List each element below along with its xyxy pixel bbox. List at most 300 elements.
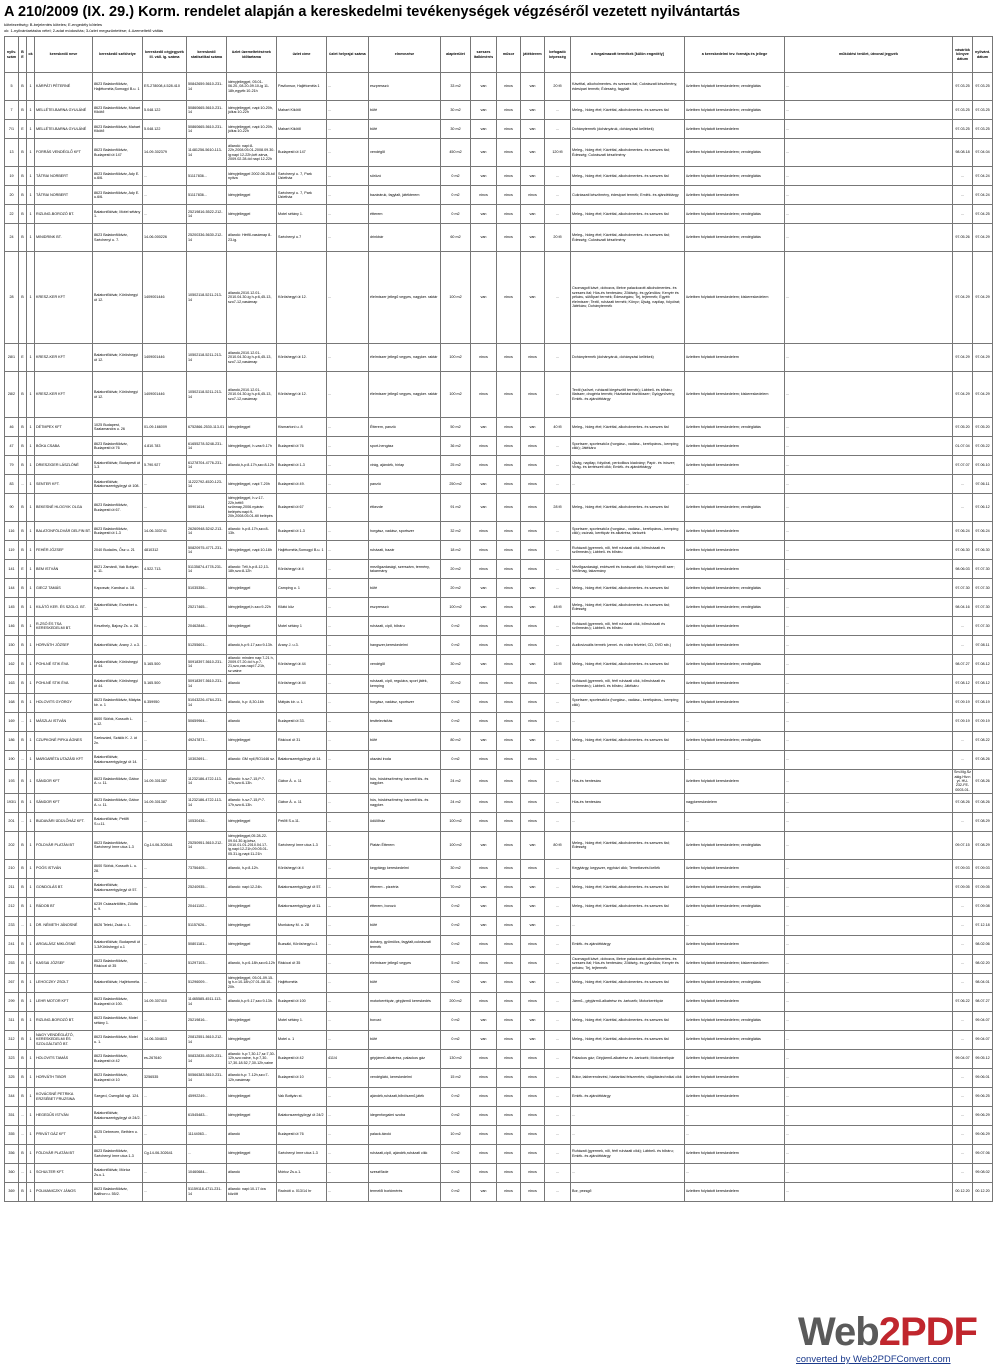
table-cell: 97.04.25 (973, 205, 993, 224)
table-cell: nincs (497, 541, 521, 560)
table-cell: 11144063... (187, 1125, 227, 1144)
table-cell: idényjelleggel (227, 186, 277, 205)
table-cell: van (471, 73, 497, 101)
table-cell: 241 (5, 935, 19, 954)
table-cell: ... (953, 1144, 973, 1163)
table-cell: ... (953, 617, 973, 636)
table-row (5, 812, 993, 831)
table-cell: ... (785, 878, 953, 897)
table-row (5, 1049, 993, 1068)
table-cell: 98.08.18 (953, 139, 973, 167)
table-cell: 20 m2 (441, 579, 471, 598)
table-cell: 1 (27, 437, 35, 456)
table-cell: üzletben folytatott kereskedelem; vendéglátás (685, 73, 785, 101)
table-cell: Köröshegyi út 44 (277, 674, 327, 693)
table-cell: ... (143, 636, 187, 655)
table-cell: Budapesti út 100 (277, 992, 327, 1011)
table-cell: ... (327, 1087, 369, 1106)
table-cell: ... (571, 1125, 685, 1144)
table-cell: bazáráruk, fagylalt, játékterem (369, 186, 441, 205)
page-title: A 210/2009 (IX. 29.) Korm. rendelet alapján a kereskedelmi tevékenységek végzéséről vezetett nyilvántartás (4, 4, 741, 20)
converted-by-link[interactable]: converted by Web2PDFConvert.com (796, 1354, 951, 1365)
table-cell: ... (785, 617, 953, 636)
table-cell: üzletben folytatott kereskedelem (685, 769, 785, 793)
table-cell: 1 (27, 224, 35, 252)
table-cell: ... (953, 167, 973, 186)
table-cell: 0 m2 (441, 636, 471, 655)
table-cell: 61278704-4776-231-14 (187, 456, 227, 475)
table-cell: 97.07.07 (953, 456, 973, 475)
table-cell: LEHOCZKY ZSOLT (35, 973, 93, 992)
table-cell: 25219816... (187, 1011, 227, 1030)
table-cell: B (19, 541, 27, 560)
table-cell: van (471, 831, 497, 859)
table-cell: 116 (5, 522, 19, 541)
table-cell: ... (327, 954, 369, 973)
table-cell: Cg.14-06-302641 (143, 831, 187, 859)
table-cell: 1 (27, 475, 35, 494)
table-cell: ... (545, 1163, 571, 1182)
table-cell: 8600 Siófok, Kossuth L. u. 28. (93, 859, 143, 878)
table-cell: ... (685, 712, 785, 731)
table-cell: Meleg-, hideg étel; Kávéital, alkoholmentes- és szeszes ital; Édesség; Cukrászati készítmény (571, 139, 685, 167)
table-cell: 98.07.27 (953, 655, 973, 675)
table-cell: nincs (497, 1068, 521, 1087)
table-cell: ... (545, 674, 571, 693)
table-cell: 7/1 (5, 120, 19, 139)
table-cell: ... (785, 1106, 953, 1125)
table-cell: Balatonföldvár, Hajlétoméla. (93, 973, 143, 992)
table-cell: büfé (369, 973, 441, 992)
table-cell: nincs (497, 186, 521, 205)
table-cell: 20 fő (545, 73, 571, 101)
table-cell: nincs (497, 992, 521, 1011)
table-cell: nincs (497, 456, 521, 475)
table-cell: BUDAVÁRI ÜDÜLŐHÁZ KFT. (35, 812, 93, 831)
table-cell: Kismartoni u. 8 (277, 418, 327, 437)
table-row (5, 712, 993, 731)
table-cell: Vak Bottyán st. (277, 1087, 327, 1106)
table-cell: Sportszer, sporteszköz (horgász-, vadász-, kerékpáros-, kemping cikk) (571, 693, 685, 712)
table-cell: ... (785, 372, 953, 418)
table-cell: 163 (5, 674, 19, 693)
table-cell: ... (785, 579, 953, 598)
table-cell: BEM ISTVÁN (35, 560, 93, 579)
table-cell: 50842659-5610-231-14 (187, 73, 227, 101)
table-cell: 97.04.29 (953, 372, 973, 418)
table-cell: 3256535 (143, 1068, 187, 1087)
table-cell: 0 m2 (441, 1087, 471, 1106)
table-cell: nincs (497, 750, 521, 769)
table-cell: ... (685, 916, 785, 935)
table-cell: 97.09.03 (953, 859, 973, 878)
table-cell: idényjelleggel (227, 1144, 277, 1163)
table-cell: ... (143, 897, 187, 916)
table-cell: 168 (5, 693, 19, 712)
table-cell: Újság, napilap, folyóirat, periodikus kiadvány; Papír- és írószer; Virág- és kertészeti cikk; Emlék- és ajándéktárgy (571, 456, 685, 475)
table-cell: 97.07.30 (973, 617, 993, 636)
table-cell: B (19, 598, 27, 617)
table-cell: 97.08.29 (973, 831, 993, 859)
table-cell: 10460684... (187, 1163, 227, 1182)
table-cell: ... (327, 224, 369, 252)
table-cell: nincs (471, 1125, 497, 1144)
table-cell: ... (327, 973, 369, 992)
table-cell: GIECZ TAMÁS (35, 579, 93, 598)
table-cell: ... (785, 418, 953, 437)
table-cell: 4025 Debrecen, Bethlen u. 5. (93, 1125, 143, 1144)
table-cell: ... (785, 344, 953, 372)
table-cell: 97.09.03 (973, 859, 993, 878)
table-cell: 30 m2 (441, 120, 471, 139)
table-cell: 97.07.30 (953, 579, 973, 598)
table-cell: Jármű-, gépjármű-alkatrész és -tartozék; Motorkerékpár (571, 992, 685, 1011)
table-cell: 0 m2 (441, 167, 471, 186)
table-cell: nincs (471, 812, 497, 831)
table-cell: ... (785, 812, 953, 831)
table-cell: B (19, 878, 27, 897)
table-cell: 51035356... (187, 579, 227, 598)
table-cell: 0 m2 (441, 186, 471, 205)
table-cell: szeszfőzde (369, 1163, 441, 1182)
table-cell: 51297103... (187, 954, 227, 973)
table-row (5, 973, 993, 992)
logo-text-web: Web (798, 1310, 879, 1354)
table-cell: 60 m2 (441, 224, 471, 252)
table-cell: üzletben folytatott kereskedelem; vendéglátás (685, 598, 785, 617)
table-cell: 1 (27, 186, 35, 205)
table-cell: B (19, 1011, 27, 1030)
table-cell: 30 m2 (441, 101, 471, 120)
table-cell: B (19, 954, 27, 973)
table-cell: 8623 Balatonföldvár, Széchenyi Imre utca 1-3 (93, 1144, 143, 1163)
table-cell: Mahart Kikötő (277, 101, 327, 120)
table-cell: ... (19, 1106, 27, 1125)
table-cell: Köröshegyi út 12. (277, 344, 327, 372)
table-cell: Balatonföldvár, Köröshegyi út 44. (93, 655, 143, 675)
table-cell: B (19, 73, 27, 101)
table-cell: nincs (497, 793, 521, 812)
table-cell: 4.522.713. (143, 560, 187, 579)
table-cell: 1 (27, 897, 35, 916)
table-cell: nagykereskedelem (685, 793, 785, 812)
table-cell: van (471, 205, 497, 224)
table-cell: 120 fő (545, 139, 571, 167)
table-cell: 344 (5, 1087, 19, 1106)
table-cell: 250 m2 (441, 475, 471, 494)
table-cell: 1 (27, 1144, 35, 1163)
table-cell: MELLÉTEI-BARNA GYULÁNÉ (35, 120, 93, 139)
table-cell: ... (545, 541, 571, 560)
table-cell: Budapesti út 76 (277, 1125, 327, 1144)
table-cell: 50801181... (187, 935, 227, 954)
table-cell: Motel u. 1 (277, 1030, 327, 1049)
table-cell: nincs (497, 252, 521, 344)
table-cell: B (19, 769, 27, 793)
table-cell: állandó (227, 712, 277, 731)
table-cell: B (19, 655, 27, 675)
table-cell: ... (545, 812, 571, 831)
table-cell: 100 m2 (441, 252, 471, 344)
table-cell: 99.08.02 (973, 1163, 993, 1182)
table-cell: hús, húskészítmény, baromfi kis- és nagyker. (369, 793, 441, 812)
table-cell: 8623 Balatonföldvár, Budapesti út 42 (93, 1049, 143, 1068)
table-cell: 1 (27, 859, 35, 878)
table-cell: ... (19, 1163, 27, 1182)
table-cell: ... (545, 372, 571, 418)
table-cell: ... (327, 636, 369, 655)
table-cell: palack-tároló (369, 1125, 441, 1144)
table-cell: 97.08.11 (973, 636, 993, 655)
table-cell: ... (327, 344, 369, 372)
table-cell: 253 (5, 954, 19, 973)
table-cell: büfé (369, 120, 441, 139)
table-cell: ... (953, 973, 973, 992)
table-cell: Balatonföldvár, Balatonszentgyörgyi út 108. (93, 475, 143, 494)
table-cell: 8623 Balatonföldvár, Mátyás kir. u. 1 (93, 693, 143, 712)
table-cell: nincs (497, 344, 521, 372)
table-cell: ... (327, 494, 369, 522)
table-cell: nincs (471, 793, 497, 812)
table-cell: 311 (5, 1011, 19, 1030)
table-cell: 10 m2 (441, 1125, 471, 1144)
table-cell: nincs (497, 522, 521, 541)
table-cell: 97.06.22 (953, 992, 973, 1011)
table-cell: ... (327, 916, 369, 935)
table-row (5, 522, 993, 541)
table-cell: Rákóczi út 31 (277, 731, 327, 750)
legend-reason: ok: 1-nyilvántartásba vétel; 2-adat módosítás; 3-üzlet megszüntetése; 4-üzemeltető váltás (4, 28, 163, 33)
col-header: kereskedő székhelye (93, 37, 143, 73)
table-cell: Budapesti út 10 (277, 1068, 327, 1087)
table-cell: ... (327, 437, 369, 456)
table-cell: állandó, h-p: 8,30-16h (227, 693, 277, 712)
table-cell: nincs (497, 560, 521, 579)
table-row (5, 598, 993, 617)
table-cell: gépjármű-alkatrész, palackos gáz (369, 1049, 441, 1068)
table-cell: 0 m2 (441, 935, 471, 954)
table-cell: ... (545, 793, 571, 812)
table-cell: Bor, pezsgő (571, 1182, 685, 1201)
table-cell: nincs (521, 812, 545, 831)
table-cell: B (19, 831, 27, 859)
table-cell: van (521, 579, 545, 598)
col-header: kereskedő cégjegyzék ill. váll. ig. száma (143, 37, 187, 73)
table-cell: ... (571, 1163, 685, 1182)
table-cell: van (471, 120, 497, 139)
table-cell: állandó: napi:10-17 óra között (227, 1182, 277, 1201)
table-cell: nincs (471, 541, 497, 560)
table-cell: 97.03.25 (953, 73, 973, 101)
table-cell: ... (327, 793, 369, 812)
table-cell: ... (785, 831, 953, 859)
table-cell: 11232186-4722-113-14 (187, 769, 227, 793)
table-cell: ... (785, 916, 953, 935)
table-cell: kegytárgy kereskedelmi (369, 859, 441, 878)
table-cell: B (19, 1144, 27, 1163)
table-cell: idényjelleggel,h-szo:9-22h (227, 598, 277, 617)
table-cell: Budapesti út 33. (277, 712, 327, 731)
table-cell: ... (143, 1011, 187, 1030)
table-cell: ... (19, 712, 27, 731)
table-row (5, 793, 993, 812)
table-cell: 11222792-4520-123-14 (187, 475, 227, 494)
table-cell: ... (327, 1106, 369, 1125)
table-cell: ... (327, 560, 369, 579)
table-cell: ... (545, 954, 571, 973)
table-cell: 4.810.783 (143, 437, 187, 456)
table-cell: idényjelleggel (227, 617, 277, 636)
table-cell: 97.04.24 (973, 167, 993, 186)
table-cell: nincs (521, 494, 545, 522)
table-cell: 97.03.25 (973, 120, 993, 139)
table-cell: 8623 Balatonföldvár, Széchenyi u. 7. (93, 224, 143, 252)
col-header: nyilvánt. dátum (973, 37, 993, 73)
table-cell: ... (327, 693, 369, 712)
table-cell: 97.06.10 (973, 456, 993, 475)
table-cell: dohány, gyümölcs, fagylalt,cukrászati termék (369, 935, 441, 954)
table-cell: panzió (369, 475, 441, 494)
table-cell: 97.03.25 (953, 120, 973, 139)
table-cell: 20812551-5610-212-14 (187, 1030, 227, 1049)
table-cell: nincs (471, 372, 497, 418)
table-cell: 28 (5, 252, 19, 344)
table-cell: Meleg-, hideg étel; Kávéital, alkoholmentes- és szeszes ital (571, 205, 685, 224)
table-row (5, 731, 993, 750)
table-cell: nincs (497, 494, 521, 522)
table-cell: 190 (5, 750, 19, 769)
table-cell: 8623 Balatonföldvár, Széchenyi Imre utca 1-3 (93, 831, 143, 859)
table-cell: 299 (5, 992, 19, 1011)
table-cell: nincs (521, 793, 545, 812)
table-cell: üzletben folytatott kereskedelem (685, 1087, 785, 1106)
table-cell: 1 (27, 750, 35, 769)
table-cell: 50860665-5610-231-14 (187, 120, 227, 139)
table-cell: Köröshegyi út 44 (277, 655, 327, 675)
table-cell: állandó: Hétfő-vasárnap 8-23-ig. (227, 224, 277, 252)
table-cell: 14-09-302379 (143, 139, 187, 167)
table-cell: 8621 Zamárdi, Vak Bottyán u. 11. (93, 560, 143, 579)
table-cell: 99.06.29 (973, 1125, 993, 1144)
table-cell: es-267640 (143, 1049, 187, 1068)
table-cell: 24 m2 (441, 793, 471, 812)
table-cell: Budapesti út 147 (277, 139, 327, 167)
table-cell: nincs (497, 73, 521, 101)
table-cell: B (19, 139, 27, 167)
table-cell: 48 fő (545, 598, 571, 617)
table-cell: 97.09.19 (973, 712, 993, 731)
table-row (5, 1106, 993, 1125)
table-cell: 7 (5, 101, 19, 120)
table-cell: ... (327, 252, 369, 344)
table-cell: 1 (27, 139, 35, 167)
table-cell: Meleg-, hideg étel; Kávéital, alkoholmentes- és szeszes ital (571, 101, 685, 120)
table-cell: 1 (27, 494, 35, 522)
table-cell: 1 (27, 456, 35, 475)
table-cell: nincs (497, 859, 521, 878)
table-cell: ... (327, 617, 369, 636)
table-cell: 91 m2 (441, 494, 471, 522)
table-cell: üzletben folytatott kereskedelem (685, 1182, 785, 1201)
table-cell: idényjelleggel (227, 418, 277, 437)
table-cell: Széchenyi u. 7, Park Üzletház (277, 186, 327, 205)
table-cell: 15 m2 (441, 1068, 471, 1087)
table-cell: ... (571, 750, 685, 769)
table-cell: B (19, 1049, 27, 1068)
table-cell: 32 m2 (441, 522, 471, 541)
table-cell: ... (545, 1030, 571, 1049)
table-cell: nincs (521, 1068, 545, 1087)
col-header: üzlet címe (277, 37, 327, 73)
table-cell: 97.03.25 (953, 101, 973, 120)
table-cell: 97.09.05 (973, 878, 993, 897)
table-cell: 09.07.15 (953, 831, 973, 859)
table-cell: élelmiszer jellegű vegyes, nagyker. raktár (369, 372, 441, 418)
table-row (5, 494, 993, 522)
table-cell: ... (143, 1182, 187, 1201)
table-cell: ... (143, 750, 187, 769)
table-cell: 50860665-5610-231-14 (187, 101, 227, 120)
table-cell: ... (545, 897, 571, 916)
table-cell: drinkbár (369, 224, 441, 252)
table-cell: ... (953, 750, 973, 769)
table-cell: B (19, 456, 27, 475)
table-cell: 14-09-307410 (143, 992, 187, 1011)
table-cell: RIZLING-BOROZÓ BT. (35, 205, 93, 224)
table-cell: nincs (497, 437, 521, 456)
table-cell: Meleg-, hideg étel; Kávéital, alkoholmentes- és szeszes ital (571, 418, 685, 437)
table-cell: ... (143, 1087, 187, 1106)
table-cell: 30 m2 (441, 859, 471, 878)
table-cell: MÁSZLAI ISTVÁN (35, 712, 93, 731)
table-cell: nincs (471, 712, 497, 731)
table-cell: 97.04.29 (973, 344, 993, 372)
table-header-row (5, 37, 993, 73)
table-cell: van (521, 167, 545, 186)
table-cell: 8623 Balatonföldvár, Budapesti út 76 (93, 437, 143, 456)
table-cell: ... (953, 916, 973, 935)
table-cell: 49247871... (187, 731, 227, 750)
table-cell: DÉTMPEX KFT (35, 418, 93, 437)
table-cell: FEHÉR JÓZSEF (35, 541, 93, 560)
table-cell: termelői borkimérés (369, 1182, 441, 1201)
table-cell: van (521, 120, 545, 139)
table-cell: üzletben folytatott kereskedelem; vendéglátás (685, 878, 785, 897)
table-cell: Emlék- és ajándéktárgy (571, 1087, 685, 1106)
table-cell: 356 (5, 1144, 19, 1163)
table-cell: idényjelleggel (227, 916, 277, 935)
table-cell: nincs (497, 878, 521, 897)
table-cell: Balatonszentgyörgyi út 24/2 (277, 1106, 327, 1125)
table-row (5, 120, 993, 139)
table-row (5, 541, 993, 560)
table-cell: ... (785, 1163, 953, 1182)
table-cell: 28 fő (545, 494, 571, 522)
table-cell: nincs (497, 598, 521, 617)
table-cell: ... (785, 973, 953, 992)
table-cell: 8623 Balatonföldvár, Budapesti út 1-3 (93, 522, 143, 541)
table-cell: 20462848... (187, 617, 227, 636)
table-cell: 233 (5, 916, 19, 935)
table-cell: állandó (227, 674, 277, 693)
table-cell: ... (327, 1144, 369, 1163)
table-cell: 4810312 (143, 541, 187, 560)
table-cell: 1 (27, 636, 35, 655)
table-cell: nincs (471, 636, 497, 655)
table-cell: 193/1 (5, 793, 19, 812)
table-cell: ... (143, 579, 187, 598)
table-row (5, 878, 993, 897)
